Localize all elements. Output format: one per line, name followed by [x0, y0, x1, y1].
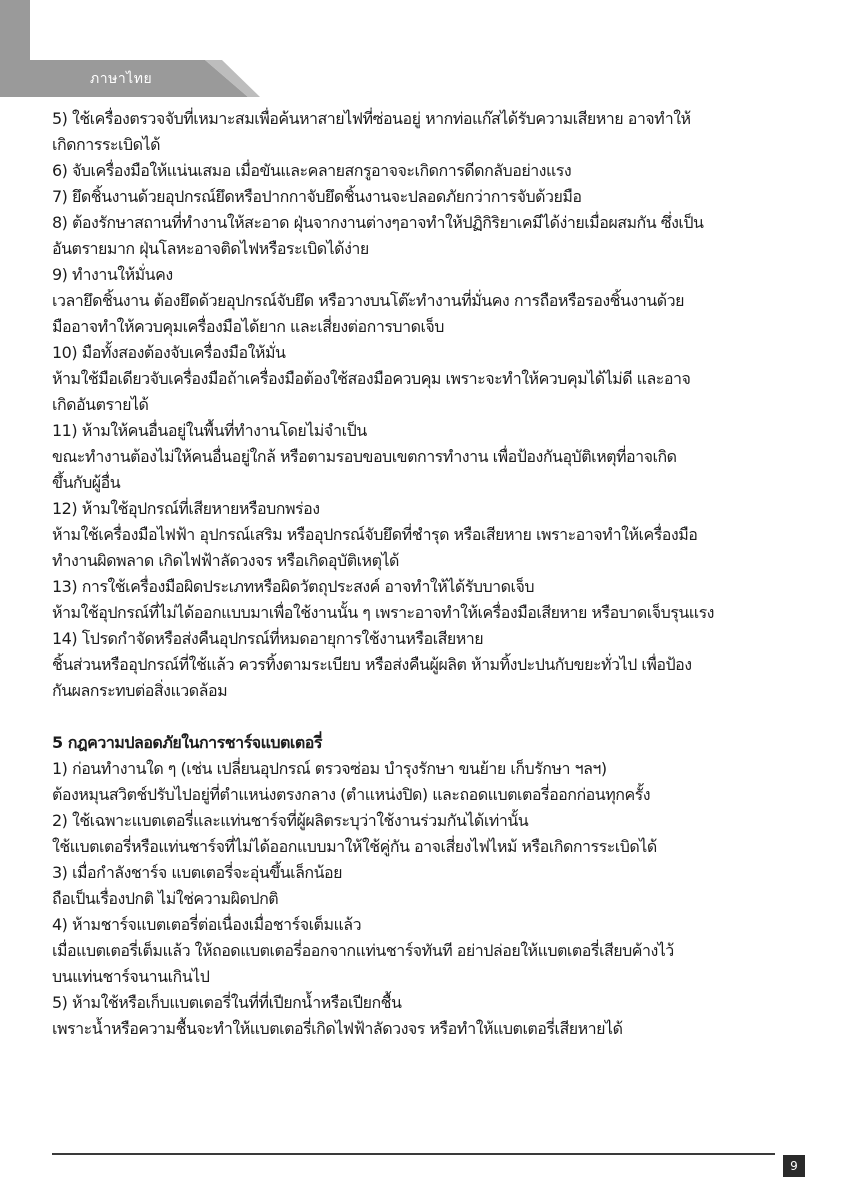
text-line: ต้องหมุนสวิตช์ปรับไปอยู่ที่ตำแหน่งตรงกลาง (ตำแหน่งปิด) และถอดแบตเตอรี่ออกก่อนทุกครั้ง: [52, 785, 651, 804]
document-body: [52, 106, 812, 1042]
text-line: ห้ามใช้อุปกรณ์ที่ไม่ได้ออกแบบมาเพื่อใช้งานนั้น ๆ เพราะอาจทำให้เครื่องมือเสียหาย หรือบาดเจ็บรุนแรง: [52, 603, 714, 622]
text-line: 4) ห้ามชาร์จแบตเตอรี่ต่อเนื่องเมื่อชาร์จเต็มแล้ว: [52, 915, 362, 934]
text-line: 14) โปรดกำจัดหรือส่งคืนอุปกรณ์ที่หมดอายุการใช้งานหรือเสียหาย: [52, 629, 484, 648]
text-line: 10) มือทั้งสองต้องจับเครื่องมือให้มั่น: [52, 343, 286, 362]
text-line: กันผลกระทบต่อสิ่งแวดล้อม: [52, 681, 228, 700]
text-line: 5) ห้ามใช้หรือเก็บแบตเตอรี่ในที่ที่เปียกน้ำหรือเปียกชื้น: [52, 993, 402, 1012]
text-line: เวลายึดชิ้นงาน ต้องยึดด้วยอุปกรณ์จับยึด หรือวางบนโต๊ะทำงานที่มั่นคง การถือหรือรองชิ้นงานด้วย: [52, 291, 684, 310]
text-line: 5) ใช้เครื่องตรวจจับที่เหมาะสมเพื่อค้นหาสายไฟที่ซ่อนอยู่ หากท่อแก๊สได้รับความเสียหาย อาจทำให้: [52, 109, 691, 128]
text-line: 3) เมื่อกำลังชาร์จ แบตเตอรี่จะอุ่นขึ้นเล็กน้อย: [52, 863, 343, 882]
text-line: เพราะน้ำหรือความชื้นจะทำให้แบตเตอรี่เกิดไฟฟ้าลัดวงจร หรือทำให้แบตเตอรี่เสียหายได้: [52, 1019, 623, 1038]
text-line: ห้ามใช้มือเดียวจับเครื่องมือถ้าเครื่องมือต้องใช้สองมือควบคุม เพราะจะทำให้ควบคุมได้ไม่ดี และอาจ: [52, 369, 691, 388]
page-number: 9: [783, 1155, 805, 1177]
text-line: 2) ใช้เฉพาะแบตเตอรี่และแท่นชาร์จที่ผู้ผลิตระบุว่าใช้งานร่วมกันได้เท่านั้น: [52, 811, 529, 830]
text-line: 1) ก่อนทำงานใด ๆ (เช่น เปลี่ยนอุปกรณ์ ตรวจซ่อม บำรุงรักษา ขนย้าย เก็บรักษา ฯลฯ): [52, 759, 607, 778]
text-line: ขึ้นกับผู้อื่น: [52, 473, 121, 492]
text-line: บนแท่นชาร์จนานเกินไป: [52, 967, 210, 986]
text-line: ถือเป็นเรื่องปกติ ไม่ใช่ความผิดปกติ: [52, 889, 279, 908]
text-line: 7) ยึดชิ้นงานด้วยอุปกรณ์ยึดหรือปากกาจับยึดชิ้นงานจะปลอดภัยกว่าการจับด้วยมือ: [52, 187, 582, 206]
text-line: ห้ามใช้เครื่องมือไฟฟ้า อุปกรณ์เสริม หรืออุปกรณ์จับยึดที่ชำรุด หรือเสียหาย เพราะอาจทำให้เครื่องมือ: [52, 525, 698, 544]
section-title: 5 กฎความปลอดภัยในการชาร์จแบตเตอรี่: [52, 733, 322, 752]
text-line: 8) ต้องรักษาสถานที่ทำงานให้สะอาด ฝุ่นจากงานต่างๆอาจทำให้ปฏิกิริยาเคมีได้ง่ายเมื่อผสมกัน ซึ่งเป็น: [52, 213, 704, 232]
safety-list: [52, 106, 812, 704]
battery-safety-list: [52, 756, 812, 1042]
text-line: 13) การใช้เครื่องมือผิดประเภทหรือผิดวัตถุประสงค์ อาจทำให้ได้รับบาดเจ็บ: [52, 577, 535, 596]
text-line: อันตรายมาก ฝุ่นโลหะอาจติดไฟหรือระเบิดได้ง่าย: [52, 239, 369, 258]
text-line: ขณะทำงานต้องไม่ให้คนอื่นอยู่ใกล้ หรือตามรอบขอบเขตการทำงาน เพื่อป้องกันอุบัติเหตุที่อาจเกิด: [52, 447, 677, 466]
text-line: เมื่อแบตเตอรี่เต็มแล้ว ให้ถอดแบตเตอรี่ออกจากแท่นชาร์จทันที อย่าปล่อยให้แบตเตอรี่เสียบค้างไว้: [52, 941, 674, 960]
text-line: เกิดอันตรายได้: [52, 395, 149, 414]
text-line: 12) ห้ามใช้อุปกรณ์ที่เสียหายหรือบกพร่อง: [52, 499, 320, 518]
language-tab-label: ภาษาไทย: [90, 71, 153, 87]
text-line: ทำงานผิดพลาด เกิดไฟฟ้าลัดวงจร หรือเกิดอุบัติเหตุได้: [52, 551, 399, 570]
text-line: ชิ้นส่วนหรืออุปกรณ์ที่ใช้แล้ว ควรทิ้งตามระเบียบ หรือส่งคืนผู้ผลิต ห้ามทิ้งปะปนกับขยะทั่วไป เพื่อป้อง: [52, 655, 692, 674]
text-line: 9) ทำงานให้มั่นคง: [52, 265, 173, 284]
footer-divider: [52, 1153, 775, 1155]
text-line: เกิดการระเบิดได้: [52, 135, 160, 154]
text-line: ใช้แบตเตอรี่หรือแท่นชาร์จที่ไม่ได้ออกแบบมาให้ใช้คู่กัน อาจเสี่ยงไฟไหม้ หรือเกิดการระเบิดได้: [52, 837, 657, 856]
text-line: มืออาจทำให้ควบคุมเครื่องมือได้ยาก และเสี่ยงต่อการบาดเจ็บ: [52, 317, 444, 336]
text-line: 6) จับเครื่องมือให้แน่นเสมอ เมื่อขันและคลายสกรูอาจจะเกิดการดีดกลับอย่างแรง: [52, 161, 572, 180]
text-line: 11) ห้ามให้คนอื่นอยู่ในพื้นที่ทำงานโดยไม่จำเป็น: [52, 421, 367, 440]
